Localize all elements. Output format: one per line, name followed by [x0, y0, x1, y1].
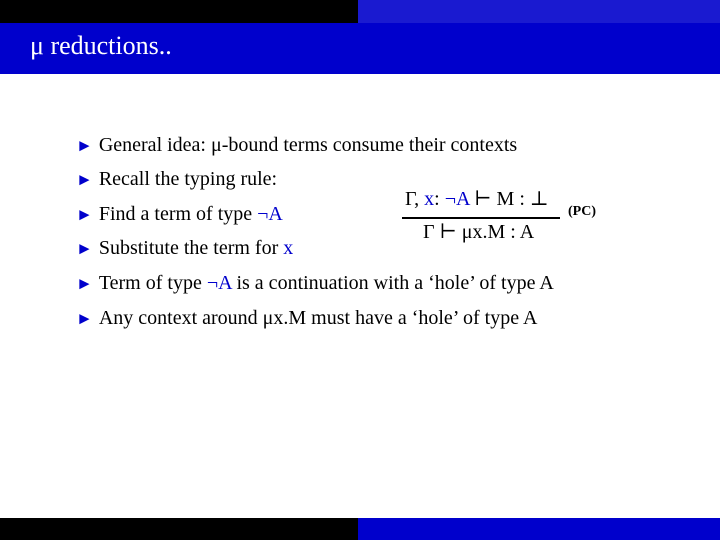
- slide-title: μ reductions..: [30, 31, 172, 60]
- bullet-arrow-icon: ►: [76, 274, 93, 293]
- rule-conclusion: Γ ⊢ μx.M : A: [423, 221, 535, 243]
- typing-rule: [400, 182, 620, 252]
- bullet-continuation: ► Term of type ¬A is a continuation with a ‘hole’ of type A: [76, 268, 554, 298]
- bullet-recall-rule: ► Recall the typing rule:: [76, 164, 277, 194]
- bullet-general-idea: ► General idea: μ-bound terms consume their contexts: [76, 130, 517, 160]
- header-strip-dark: [0, 0, 358, 23]
- bullet-arrow-icon: ►: [76, 239, 93, 258]
- bullet-arrow-icon: ►: [76, 309, 93, 328]
- header-bar: [0, 0, 720, 74]
- header-strip-blue: [358, 0, 720, 23]
- bullet-arrow-icon: ►: [76, 205, 93, 224]
- bullet-find-term: ► Find a term of type ¬A: [76, 199, 283, 229]
- footer-strip-dark: [0, 518, 358, 540]
- rule-premise: Γ, x: ¬A ⊢ M : ⊥: [405, 188, 549, 210]
- footer-strip-blue: [358, 518, 720, 540]
- bullet-substitute: ► Substitute the term for x: [76, 233, 293, 263]
- footer-bar: [0, 518, 720, 540]
- bullet-arrow-icon: ►: [76, 170, 93, 189]
- bullet-any-context: ► Any context around μx.M must have a ‘hole’ of type A: [76, 303, 537, 333]
- rule-label: (PC): [568, 204, 596, 219]
- bullet-arrow-icon: ►: [76, 136, 93, 155]
